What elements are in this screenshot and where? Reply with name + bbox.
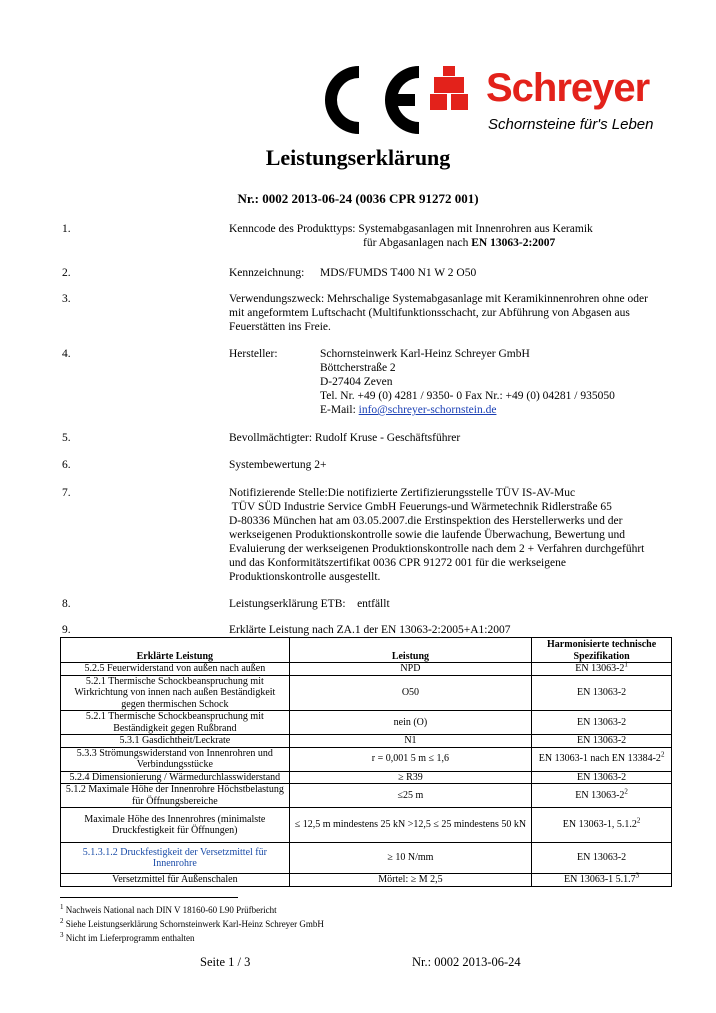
section-7-text <box>229 486 679 584</box>
table-row <box>61 663 672 676</box>
section-7-line: TÜV SÜD Industrie Service GmbH Feuerungs-und Wärmetechnik Ridlerstraße 65 <box>229 501 612 513</box>
spec-text: EN 13063-2 <box>575 663 625 674</box>
table-cell: EN 13063-2 <box>532 771 672 784</box>
section-1-text <box>229 222 669 250</box>
table-row <box>61 735 672 748</box>
section-6-text: Systembewertung 2+ <box>229 459 327 471</box>
table-cell: ≤ 12,5 m mindestens 25 kN >12,5 ≤ 25 mindestens 50 kN <box>289 808 531 843</box>
manufacturer-email <box>320 403 680 417</box>
table-cell: ≤25 m <box>289 784 531 808</box>
footnote <box>60 904 277 916</box>
section-number: 8. <box>62 598 71 610</box>
footnote-number: 3 <box>60 931 64 939</box>
table-cell <box>532 784 672 808</box>
table-cell: 5.2.1 Thermische Schockbeanspruchung mit Wirkrichtung von innen nach außen Beständigkeit gegen thermischen Schock <box>61 675 290 711</box>
table-header-row <box>61 638 672 663</box>
table-cell: EN 13063-2 <box>532 675 672 711</box>
footnote-text: Siehe Leistungserklärung Schornsteinwerk Karl-Heinz Schreyer GmbH <box>65 919 324 929</box>
table-cell: EN 13063-2 <box>532 711 672 735</box>
table-cell: EN 13063-2 <box>532 735 672 748</box>
section-7-line: D-80336 München hat am 03.05.2007.die Erstinspektion des Herstellerwerks und der <box>229 515 623 527</box>
section-7-line: und das Konformitätszertifikat 0036 CPR 91272 001 für die werkseigene <box>229 557 566 569</box>
table-cell: 5.3.1 Gasdichtheit/Leckrate <box>61 735 290 748</box>
table-cell: 5.2.4 Dimensionierung / Wärmedurchlasswiderstand <box>61 771 290 784</box>
section-number: 4. <box>62 348 71 360</box>
manufacturer-name: Schornsteinwerk Karl-Heinz Schreyer GmbH <box>320 348 530 360</box>
performance-table <box>60 637 672 887</box>
table-header: Harmonisierte technische Spezifikation <box>532 638 672 663</box>
table-cell: Mörtel: ≥ M 2,5 <box>289 874 531 887</box>
table-cell: ≥ 10 N/mm <box>289 843 531 874</box>
section-1-line: Kenncode des Produkttyps: Systemabgasanlagen mit Innenrohren aus Keramik <box>229 223 593 235</box>
manufacturer-block <box>320 347 680 417</box>
footnote-ref: 2 <box>624 787 628 796</box>
table-row <box>61 747 672 771</box>
spec-text: EN 13063-2 <box>575 789 625 801</box>
table-cell: Maximale Höhe des Innenrohres (minimalste Druckfestigkeit für Öffnungen) <box>61 808 290 843</box>
section-2-value: MDS/FUMDS T400 N1 W 2 O50 <box>320 267 477 279</box>
brand-slogan: Schornsteine für's Leben <box>488 116 654 133</box>
footnote-divider <box>60 897 238 898</box>
table-cell: 5.1.3.1.2 Druckfestigkeit der Versetzmittel für Innenrohre <box>61 843 290 874</box>
spec-text: EN 13063-1 5.1.7 <box>564 874 636 885</box>
manufacturer-phone: Tel. Nr. +49 (0) 4281 / 9350- 0 Fax Nr.: +49 (0) 04281 / 935050 <box>320 390 615 402</box>
email-prefix: E-Mail: <box>320 404 359 416</box>
footnote <box>60 918 324 930</box>
footnote-text: Nachweis National nach DIN V 18160-60 L90 Prüfbericht <box>65 905 277 915</box>
section-3-line: mit angeformtem Luftschacht (Multifunktionsschacht, zur Abführung von Abgasen aus <box>229 307 630 319</box>
table-cell: Versetzmittel für Außenschalen <box>61 874 290 887</box>
spec-text: EN 13063-1 nach EN 13384-2 <box>538 753 661 765</box>
table-cell: EN 13063-2 <box>532 843 672 874</box>
section-7-line: Notifizierende Stelle:Die notifizierte Zertifizierungsstelle TÜV IS-AV-Muc <box>229 487 576 499</box>
section-3-text <box>229 292 669 334</box>
table-row <box>61 874 672 887</box>
table-row <box>61 843 672 874</box>
footnote-number: 2 <box>60 917 64 925</box>
table-cell: r = 0,001 5 m ≤ 1,6 <box>289 747 531 771</box>
schreyer-logo-icon <box>430 64 468 110</box>
document-title: Leistungserklärung <box>265 145 451 170</box>
section-5-text: Bevollmächtigter: Rudolf Kruse - Geschäftsführer <box>229 432 461 444</box>
footnote-number: 1 <box>60 903 64 911</box>
table-row <box>61 771 672 784</box>
table-cell <box>532 747 672 771</box>
footnote-ref: 1 <box>624 660 628 669</box>
section-number: 3. <box>62 293 71 305</box>
footnote-ref: 2 <box>660 750 665 759</box>
footnote <box>60 932 194 944</box>
table-row <box>61 711 672 735</box>
section-1-standard: EN 13063-2:2007 <box>471 237 556 249</box>
manufacturer-street: Böttcherstraße 2 <box>320 362 396 374</box>
section-8-text: Leistungserklärung ETB: entfällt <box>229 598 390 610</box>
table-header: Leistung <box>289 638 531 663</box>
section-number: 9. <box>62 624 71 636</box>
section-7-line: Evaluierung der werkseigenen Produktionskontrolle nach dem 2 + Verfahren durchgeführt <box>229 543 645 555</box>
table-header: Erklärte Leistung <box>61 638 290 663</box>
table-row <box>61 808 672 843</box>
ce-mark-icon <box>315 60 423 140</box>
section-number: 1. <box>62 223 71 235</box>
page-number: Seite 1 / 3 <box>200 955 251 969</box>
section-1-line <box>229 236 669 250</box>
section-number: 7. <box>62 487 71 499</box>
table-cell <box>532 871 672 887</box>
section-number: 2. <box>62 267 71 279</box>
section-9-text: Erklärte Leistung nach ZA.1 der EN 13063-2:2005+A1:2007 <box>229 624 511 636</box>
section-1-prefix: für Abgasanlagen nach <box>363 237 472 249</box>
footnote-text: Nicht im Lieferprogramm enthalten <box>65 933 195 943</box>
footnote-ref: 3 <box>635 871 640 880</box>
email-link[interactable]: info@schreyer-schornstein.de <box>358 404 497 416</box>
table-cell: 5.1.2 Maximale Höhe der Innenrohre Höchstbelastung für Öffnungsbereiche <box>61 784 290 808</box>
manufacturer-city: D-27404 Zeven <box>320 376 393 388</box>
section-7-line: werkseigenen Produktionskontrolle sowie die laufende Überwachung, Bewertung und <box>229 529 626 541</box>
table-row <box>61 675 672 711</box>
table-cell: nein (O) <box>289 711 531 735</box>
table-cell: 5.3.3 Strömungswiderstand von Innenrohren und Verbindungsstücke <box>61 747 290 771</box>
footnote-ref: 2 <box>636 816 641 825</box>
table-cell: O50 <box>289 675 531 711</box>
section-4-label: Hersteller: <box>229 348 278 360</box>
table-cell: N1 <box>289 735 531 748</box>
table-row <box>61 784 672 808</box>
spec-text: EN 13063-1, 5.1.2 <box>562 819 637 831</box>
section-number: 6. <box>62 459 71 471</box>
table-cell: 5.2.1 Thermische Schockbeanspruchung mit Beständigkeit gegen Rußbrand <box>61 711 290 735</box>
table-cell: 5.2.5 Feuerwiderstand von außen nach außen <box>61 663 290 676</box>
section-3-line: Feuerstätten ins Freie. <box>229 321 331 333</box>
table-cell: NPD <box>289 663 531 676</box>
table-cell: ≥ R39 <box>289 771 531 784</box>
brand-name: Schreyer <box>486 66 650 110</box>
document-number: Nr.: 0002 2013-06-24 (0036 CPR 91272 001) <box>237 191 479 206</box>
section-2-label: Kennzeichnung: <box>229 267 305 279</box>
table-cell <box>532 808 672 843</box>
section-7-line: Produktionskontrolle ausgestellt. <box>229 571 381 583</box>
section-3-line: Verwendungszweck: Mehrschalige Systemabgasanlage mit Keramikinnenrohren ohne oder <box>229 293 648 305</box>
table-cell <box>532 660 672 676</box>
footer-document-number: Nr.: 0002 2013-06-24 <box>412 955 521 969</box>
section-number: 5. <box>62 432 71 444</box>
